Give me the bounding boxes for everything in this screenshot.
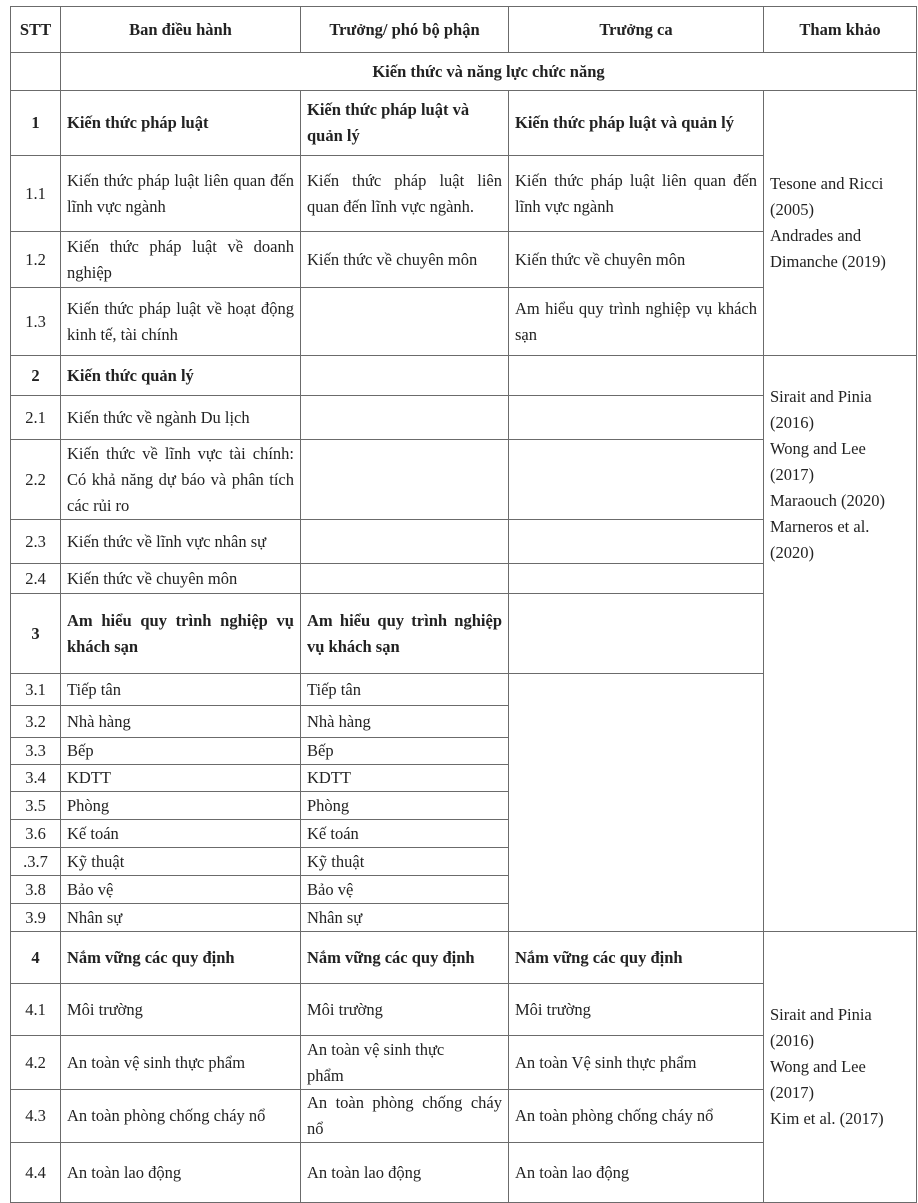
cell-truong-ca: An toàn Vệ sinh thực phẩm [509,1036,764,1090]
row-stt: 2.4 [11,564,61,594]
cell-ban: An toàn lao động [61,1143,301,1203]
reference-text: Wong and Lee (2017) [770,438,866,484]
row-stt: 4.4 [11,1143,61,1203]
reference-text: Sirait and Pinia (2016) [770,1005,872,1050]
group-heading: Am hiểu quy trình nghiệp vụ khách sạn [61,594,301,674]
row-stt: 3.6 [11,820,61,848]
row-stt: 3.2 [11,706,61,738]
cell-truong-pho: Kế toán [301,820,509,848]
row-stt: 2.2 [11,440,61,520]
cell-truong-ca [509,520,764,564]
cell-ban: Phòng [61,792,301,820]
cell-truong-pho: Môi trường [301,984,509,1036]
cell-ban: Kiến thức pháp luật về hoạt động kinh tế, tài chính [61,288,301,356]
cell-ban: Kiến thức pháp luật về doanh nghiệp [61,232,301,288]
cell-truong-pho: Phòng [301,792,509,820]
cell-truong-pho: Bếp [301,738,509,765]
row-stt: 1.2 [11,232,61,288]
cell-ban: Kế toán [61,820,301,848]
cell-truong-ca [509,396,764,440]
reference-text: Sirait and Pinia (2016) [770,386,872,432]
cell-ban: Kiến thức pháp luật liên quan đến lĩnh vực ngành [61,156,301,232]
group-heading: Kiến thức quản lý [61,356,301,396]
reference-text: Kim et al. (2017) [770,1109,884,1128]
row-stt: 3.8 [11,876,61,904]
table-row [11,356,917,396]
cell-ban: An toàn phòng chống cháy nổ [61,1090,301,1143]
header-ban-dieu-hanh: Ban điều hành [61,7,301,53]
section-title: Kiến thức và năng lực chức năng [61,53,917,91]
group-heading: Kiến thức pháp luật và quản lý [509,91,764,156]
row-stt: 1.1 [11,156,61,232]
cell-truong-ca [509,674,764,932]
row-stt: 4.1 [11,984,61,1036]
cell-ban: Nhân sự [61,904,301,932]
cell-ban: KDTT [61,765,301,792]
cell-truong-pho: Kiến thức pháp luật liên quan đến lĩnh vực ngành. [301,156,509,232]
cell-truong-ca [509,594,764,674]
cell-truong-pho [301,288,509,356]
cell-truong-pho [301,356,509,396]
cell-ban: Kỹ thuật [61,848,301,876]
cell-truong-ca [509,440,764,520]
cell-truong-pho: An toàn vệ sinh thực phẩm [301,1036,509,1090]
cell-ban: Nhà hàng [61,706,301,738]
cell-truong-ca: Am hiểu quy trình nghiệp vụ khách sạn [509,288,764,356]
cell-truong-ca: Kiến thức pháp luật liên quan đến lĩnh vực ngành [509,156,764,232]
row-stt: 3.4 [11,765,61,792]
cell-truong-ca [509,564,764,594]
cell-truong-pho [301,520,509,564]
cell-truong-pho: An toàn phòng chống cháy nổ [301,1090,509,1143]
cell-truong-ca [509,356,764,396]
row-stt: 3.9 [11,904,61,932]
cell-truong-ca: An toàn phòng chống cháy nổ [509,1090,764,1143]
cell-truong-pho [301,440,509,520]
row-stt: 3.3 [11,738,61,765]
section-stt-cell [11,53,61,91]
cell-ban: Môi trường [61,984,301,1036]
row-stt: 2.1 [11,396,61,440]
cell-truong-pho: Kỹ thuật [301,848,509,876]
section-row [11,53,917,91]
cell-truong-pho: Kiến thức về chuyên môn [301,232,509,288]
reference-text: Maraouch (2020) [770,490,886,510]
row-stt: 2.3 [11,520,61,564]
row-stt: 4.2 [11,1036,61,1090]
cell-truong-ca: Môi trường [509,984,764,1036]
reference-text: Marneros et al. (2020) [770,516,870,562]
reference-cell-empty [764,594,917,932]
header-tham-khao: Tham khảo [764,7,917,53]
cell-ban: Kiến thức về lĩnh vực tài chính: Có khả năng dự báo và phân tích các rủi ro [61,440,301,520]
row-stt: 4 [11,932,61,984]
row-stt: 3.1 [11,674,61,706]
group-heading: Kiến thức pháp luật và quản lý [301,91,509,156]
header-truong-ca: Trưởng ca [509,7,764,53]
header-row [11,7,917,53]
cell-ban: Kiến thức về lĩnh vực nhân sự [61,520,301,564]
table-row [11,91,917,156]
row-stt: 1 [11,91,61,156]
row-stt: 2 [11,356,61,396]
cell-truong-pho: KDTT [301,765,509,792]
competency-table [10,6,917,1203]
group-heading: Kiến thức pháp luật [61,91,301,156]
row-stt: .3.7 [11,848,61,876]
cell-truong-ca: An toàn lao động [509,1143,764,1203]
row-stt: 3.5 [11,792,61,820]
cell-ban: An toàn vệ sinh thực phẩm [61,1036,301,1090]
reference-cell [764,91,917,356]
cell-truong-pho [301,396,509,440]
row-stt: 4.3 [11,1090,61,1143]
cell-ban: Tiếp tân [61,674,301,706]
cell-ban: Bảo vệ [61,876,301,904]
group-heading: Nắm vững các quy định [509,932,764,984]
cell-truong-ca: Kiến thức về chuyên môn [509,232,764,288]
table-row [11,594,917,674]
header-stt: STT [11,7,61,53]
reference-cell [764,932,917,1203]
table-row [11,932,917,984]
reference-text: Tesone and Ricci (2005) [770,174,884,219]
cell-ban: Kiến thức về ngành Du lịch [61,396,301,440]
cell-truong-pho: Tiếp tân [301,674,509,706]
cell-truong-pho: Nhân sự [301,904,509,932]
cell-truong-pho: Bảo vệ [301,876,509,904]
cell-ban: Bếp [61,738,301,765]
row-stt: 1.3 [11,288,61,356]
reference-text: Wong and Lee (2017) [770,1057,866,1102]
reference-cell [764,356,917,594]
cell-truong-pho: An toàn lao động [301,1143,509,1203]
cell-truong-pho [301,564,509,594]
cell-ban: Kiến thức về chuyên môn [61,564,301,594]
group-heading: Nắm vững các quy định [301,932,509,984]
cell-truong-pho: Nhà hàng [301,706,509,738]
row-stt: 3 [11,594,61,674]
reference-text: Andrades and Dimanche (2019) [770,226,886,271]
group-heading: Nắm vững các quy định [61,932,301,984]
header-truong-pho-bo-phan: Trưởng/ phó bộ phận [301,7,509,53]
group-heading: Am hiểu quy trình nghiệp vụ khách sạn [301,594,509,674]
